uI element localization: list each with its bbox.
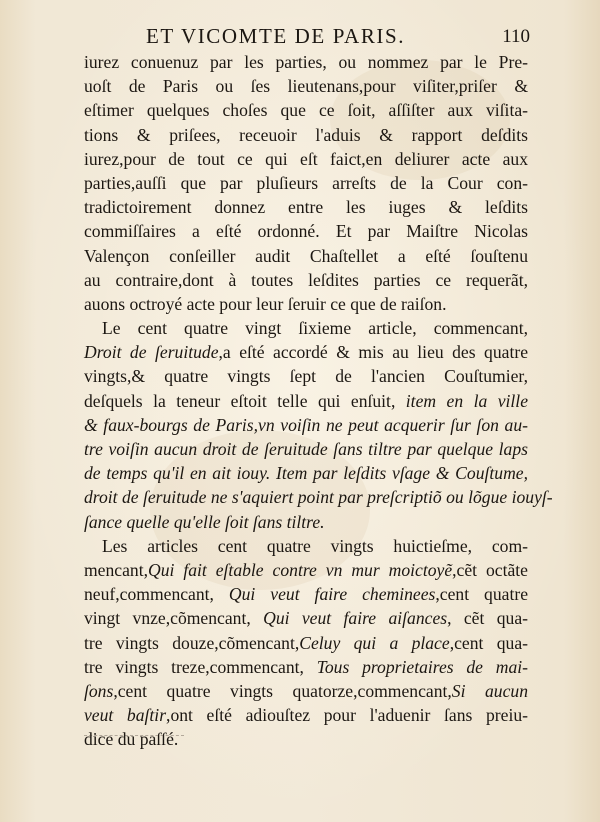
italic-text: de temps qu'il en ait iouy. Item par leſdits vſage & Couſtume, xyxy=(84,463,528,484)
page-number: 110 xyxy=(502,26,530,47)
roman-text: Les articles cent quatre vingts huictieſme, com- xyxy=(102,535,528,556)
roman-text: iurez conuenuz par les parties, ou nommez par le Pre- xyxy=(84,52,528,72)
roman-text: uoſt de Paris ou ſes lieutenans,pour viſiter,priſer & xyxy=(84,76,528,97)
text-line xyxy=(84,389,528,413)
text-line xyxy=(84,292,528,316)
roman-text: Valençon conſeiller audit Chaſtellet a eſté ſouſtenu xyxy=(84,245,528,266)
roman-text: commiſſaires a eſté ordonné. Et par Maiſtre Nicolas xyxy=(84,221,528,242)
roman-text: tre vingts douze,cõmencant, xyxy=(84,632,300,653)
roman-text: eſtimer quelques choſes que ce ſoit, aſſiſter aux viſita- xyxy=(84,100,528,121)
running-title: ET VICOMTE DE PARIS. xyxy=(146,24,406,48)
italic-text: Qui veut faire aiſances xyxy=(263,608,448,629)
text-line xyxy=(84,50,528,74)
text-line xyxy=(84,727,528,751)
roman-text: deſquels la teneur eſtoit telle qui enſuit, xyxy=(84,390,406,411)
roman-text: ,a eſté accordé & mis au lieu des quatre xyxy=(218,342,529,363)
text-line xyxy=(84,606,528,630)
text-line xyxy=(84,485,553,509)
roman-text: parties,auſſi que par pluſieurs arreſts de la Cour con- xyxy=(84,172,528,193)
roman-text: ,ont eſté adiouſtez pour l'aduenir ſans preiu- xyxy=(166,705,528,726)
text-line xyxy=(84,413,528,437)
text-line xyxy=(84,582,528,606)
roman-text: iurez,pour de tout ce qui eſt faict,en deliurer acte aux xyxy=(84,148,528,169)
roman-text: tions & priſees, receuoir l'aduis & rapport deſdits xyxy=(84,124,528,145)
italic-text: Tous proprietaires de mai- xyxy=(316,656,528,677)
text-line xyxy=(84,461,528,485)
text-line xyxy=(84,558,528,582)
roman-text: vingts,& quatre vingts ſept de l'ancien Couſtumier, xyxy=(84,366,528,387)
text-line xyxy=(84,268,528,292)
roman-text: auons octroyé acte pour leur ſeruir ce que de raiſon. xyxy=(84,293,447,314)
roman-text: vingt vnze,cõmencant, xyxy=(84,608,264,629)
roman-text: ,cent qua- xyxy=(449,632,528,653)
italic-text: ſons xyxy=(84,680,114,701)
roman-text: tre vingts treze,commencant, xyxy=(84,656,317,677)
text-line xyxy=(84,364,528,388)
roman-text: mencant, xyxy=(84,559,148,580)
text-line xyxy=(84,147,528,171)
text-line xyxy=(84,703,528,727)
italic-text: Qui veut faire cheminees xyxy=(228,584,436,605)
italic-text: droit de ſeruitude ne s'aquiert point par preſcriptiõ ou lõgue iouyſ- xyxy=(84,487,553,508)
italic-text: Droit de ſeruitude xyxy=(84,342,219,363)
text-line xyxy=(84,631,528,655)
roman-text: neuf,commencant, xyxy=(84,584,229,605)
roman-text: au contraire,dont à toutes leſdites parties ce requerãt, xyxy=(84,269,528,290)
text-line xyxy=(84,655,528,679)
text-line xyxy=(84,510,528,534)
roman-text: ,cent quatre xyxy=(435,584,529,605)
text-line xyxy=(84,74,528,98)
text-line xyxy=(84,219,528,243)
text-line xyxy=(84,679,528,703)
roman-text: ,cent quatre vingts quatorze,commencant, xyxy=(113,680,452,701)
roman-text: Le cent quatre vingt ſixieme article, commencant, xyxy=(102,318,528,339)
italic-text: veut baſtir xyxy=(84,705,167,726)
roman-text: dice du paſſé. xyxy=(84,729,179,750)
text-line xyxy=(84,244,528,268)
text-line xyxy=(84,437,528,461)
text-line xyxy=(84,340,528,364)
text-line xyxy=(84,123,528,147)
body-text xyxy=(84,50,553,751)
roman-text: , cẽt qua- xyxy=(447,608,529,629)
italic-text: Qui fait eſtable contre vn mur moictoyẽ xyxy=(148,559,453,580)
decorative-rule xyxy=(84,735,184,738)
text-line xyxy=(84,171,528,195)
italic-text: Si aucun xyxy=(451,680,528,701)
roman-text: tradictoirement donnez entre les iuges & leſdits xyxy=(84,197,528,218)
text-line xyxy=(84,316,528,340)
italic-text: & faux-bourgs de Paris,vn voiſin ne peut acquerir ſur ſon au- xyxy=(84,414,528,435)
text-line xyxy=(84,195,528,219)
text-line xyxy=(84,534,528,558)
page-header xyxy=(100,24,530,48)
italic-text: item en la ville xyxy=(405,390,528,411)
roman-text: ,cẽt octãte xyxy=(452,559,528,580)
italic-text: Celuy qui a place xyxy=(299,632,450,653)
italic-text: ſance quelle qu'elle ſoit ſans tiltre. xyxy=(84,511,325,532)
italic-text: tre voiſin aucun droit de ſeruitude ſans tiltre par quelque laps xyxy=(84,439,528,459)
text-line xyxy=(84,98,528,122)
